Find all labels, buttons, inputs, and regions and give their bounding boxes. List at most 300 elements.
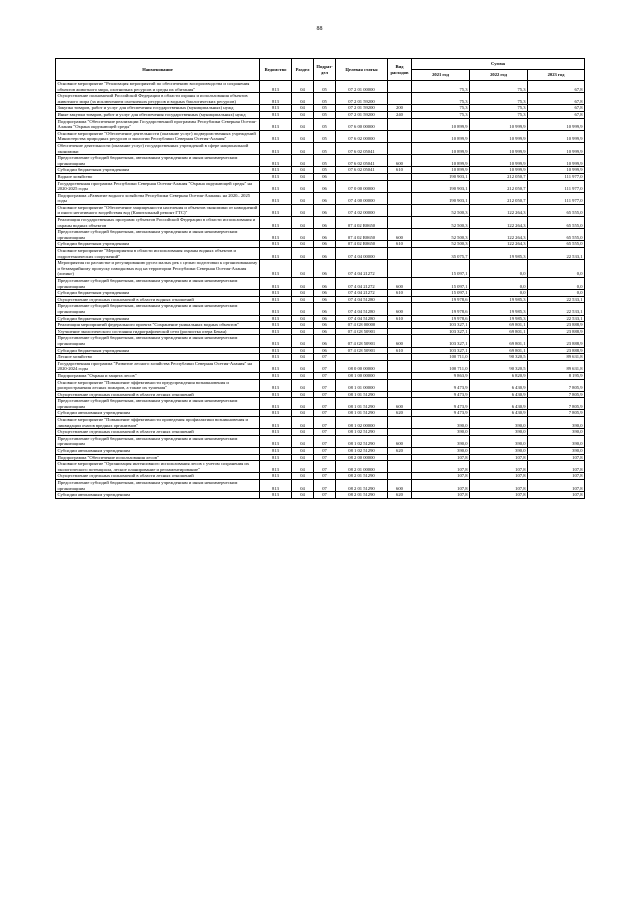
row-name: Предоставление субсидий бюджетным, автономным учреждениям и иным некоммерческим организациям — [56, 229, 260, 241]
row-target: 07 2 01 59200 — [336, 111, 388, 118]
row-target: 07 4 G8 50901 — [336, 347, 388, 354]
row-2022: 69 801,1 — [470, 347, 528, 354]
row-expense — [388, 118, 412, 130]
row-section: 04 — [292, 354, 314, 361]
table-row — [56, 492, 585, 499]
row-target: 07 2 01 59200 — [336, 93, 388, 105]
row-2023: 390,0 — [528, 429, 585, 436]
row-2023: 23 888,9 — [528, 335, 585, 347]
row-ministry: 813 — [260, 241, 292, 248]
row-target: 08 2 01 51290 — [336, 473, 388, 480]
row-2023: 10 999,9 — [528, 142, 585, 154]
row-ministry: 813 — [260, 322, 292, 329]
row-2022: 10 999,9 — [470, 130, 528, 142]
row-ministry: 813 — [260, 105, 292, 112]
row-name: Основное мероприятие "Повышение эффективности проведения профилактики возникновения и ликвидации очагов вредных организмов" — [56, 417, 260, 429]
row-target: 08 1 02 00000 — [336, 417, 388, 429]
row-section: 04 — [292, 303, 314, 315]
row-2023: 10 999,9 — [528, 118, 585, 130]
row-expense — [388, 204, 412, 216]
row-name: Предоставление субсидий бюджетным, автономным учреждениям и иным некоммерческим организациям — [56, 155, 260, 167]
row-target: 07 6 02 05041 — [336, 167, 388, 174]
row-ministry: 813 — [260, 410, 292, 417]
row-subsection: 06 — [314, 303, 336, 315]
row-2021: 75,3 — [412, 111, 470, 118]
row-2022: 107,8 — [470, 480, 528, 492]
row-2021: 19 978,6 — [412, 315, 470, 322]
row-name: Субсидии бюджетным учреждениям — [56, 347, 260, 354]
row-ministry: 813 — [260, 391, 292, 398]
row-expense — [388, 180, 412, 192]
row-expense — [388, 454, 412, 461]
row-section: 04 — [292, 105, 314, 112]
row-2021: 390,0 — [412, 417, 470, 429]
table-row — [56, 379, 585, 391]
table-row — [56, 322, 585, 329]
row-ministry: 813 — [260, 204, 292, 216]
row-name: Предоставление субсидий бюджетным, автономным учреждениям и иным некоммерческим организациям — [56, 435, 260, 447]
row-section: 04 — [292, 241, 314, 248]
row-expense — [388, 93, 412, 105]
row-target: 07 4 02 R0650 — [336, 241, 388, 248]
row-ministry: 813 — [260, 278, 292, 290]
row-2023: 10 999,9 — [528, 167, 585, 174]
row-name: Улучшение экологического состояния гидрографической сети (расчистка озера Бекан) — [56, 328, 260, 335]
row-2021: 107,8 — [412, 480, 470, 492]
row-2022: 6 430,9 — [470, 391, 528, 398]
row-section: 04 — [292, 473, 314, 480]
table-row — [56, 290, 585, 297]
row-2022: 122 264,3 — [470, 229, 528, 241]
row-2022: 107,8 — [470, 454, 528, 461]
row-2023: 7 805,9 — [528, 379, 585, 391]
row-section: 04 — [292, 335, 314, 347]
row-expense — [388, 260, 412, 278]
row-2023: 7 805,9 — [528, 391, 585, 398]
row-section: 04 — [292, 347, 314, 354]
row-section: 04 — [292, 435, 314, 447]
table-header-row — [56, 59, 585, 70]
table-row — [56, 448, 585, 455]
row-ministry: 813 — [260, 379, 292, 391]
row-ministry: 813 — [260, 248, 292, 260]
page-number: 88 — [316, 26, 323, 32]
table-row — [56, 167, 585, 174]
row-name: Предоставление субсидий бюджетным, автономным учреждениям и иным некоммерческим организациям — [56, 278, 260, 290]
row-2022: 90 320,5 — [470, 354, 528, 361]
row-name: Основное мероприятие "Обеспечение защищенности населения и объектов экономики от наводнений и иного негативного воздействия вод (Капитальный ремонт ГТС)" — [56, 204, 260, 216]
row-2021: 107,8 — [412, 454, 470, 461]
row-2021: 190 903,1 — [412, 173, 470, 180]
row-ministry: 813 — [260, 192, 292, 204]
row-2023: 107,8 — [528, 492, 585, 499]
header-section: Раздел — [292, 59, 314, 81]
row-subsection: 07 — [314, 360, 336, 372]
header-ministry: Ведомство — [260, 59, 292, 81]
row-ministry: 813 — [260, 480, 292, 492]
row-section: 04 — [292, 130, 314, 142]
row-2023: 10 999,9 — [528, 130, 585, 142]
row-2021: 52 500,3 — [412, 241, 470, 248]
row-target: 07 4 02 00000 — [336, 204, 388, 216]
row-subsection: 07 — [314, 473, 336, 480]
row-ministry: 813 — [260, 398, 292, 410]
row-subsection: 05 — [314, 93, 336, 105]
row-section: 04 — [292, 360, 314, 372]
row-2022: 69 801,1 — [470, 335, 528, 347]
row-target: 08 2 01 00000 — [336, 461, 388, 473]
table-row — [56, 130, 585, 142]
row-subsection: 05 — [314, 167, 336, 174]
table-row — [56, 417, 585, 429]
row-2023: 23 888,9 — [528, 347, 585, 354]
row-target: 07 4 G8 50901 — [336, 328, 388, 335]
row-section: 04 — [292, 180, 314, 192]
row-2021: 100 711,0 — [412, 354, 470, 361]
row-2023: 65 555,0 — [528, 217, 585, 229]
row-ministry: 813 — [260, 167, 292, 174]
table-row — [56, 155, 585, 167]
row-name: Осуществление отдельных полномочий в области лесных отношений — [56, 429, 260, 436]
row-subsection: 05 — [314, 142, 336, 154]
row-section: 04 — [292, 260, 314, 278]
row-section: 04 — [292, 93, 314, 105]
row-target: 07 4 04 51280 — [336, 303, 388, 315]
row-section: 04 — [292, 248, 314, 260]
row-expense — [388, 391, 412, 398]
row-ministry: 813 — [260, 461, 292, 473]
row-target: 07 6 00 00000 — [336, 118, 388, 130]
row-2022: 75,3 — [470, 111, 528, 118]
row-2021: 75,3 — [412, 105, 470, 112]
row-name: Предоставление субсидий бюджетным, автономным учреждениям и иным некоммерческим организациям — [56, 480, 260, 492]
row-2023: 111 977,0 — [528, 180, 585, 192]
row-section: 04 — [292, 192, 314, 204]
row-expense — [388, 354, 412, 361]
row-name: Государственная программа "Развитие лесного хозяйства Республики Северная Осетия-Алания" на 2020-2024 годы — [56, 360, 260, 372]
row-2022: 75,3 — [470, 81, 528, 93]
row-name: Субсидии бюджетным учреждениям — [56, 167, 260, 174]
row-2021: 75,3 — [412, 81, 470, 93]
row-2021: 390,0 — [412, 448, 470, 455]
header-target: Целевая статья — [336, 59, 388, 81]
row-name: Предоставление субсидий бюджетным, автономным учреждениям и иным некоммерческим организациям — [56, 398, 260, 410]
row-name: Реализация государственных программ субъектов Российской Федерации в области использования и охраны водных объектов — [56, 217, 260, 229]
row-2023: 67,8 — [528, 93, 585, 105]
row-name: Осуществление отдельных полномочий в области лесных отношений — [56, 473, 260, 480]
row-expense — [388, 296, 412, 303]
table-row — [56, 217, 585, 229]
row-2021: 15 097,1 — [412, 290, 470, 297]
row-2022: 75,3 — [470, 93, 528, 105]
row-section: 04 — [292, 322, 314, 329]
row-2022: 19 985,3 — [470, 248, 528, 260]
row-2021: 9 473,9 — [412, 391, 470, 398]
row-subsection: 07 — [314, 492, 336, 499]
row-section: 04 — [292, 118, 314, 130]
row-2021: 10 899,9 — [412, 167, 470, 174]
row-2022: 107,8 — [470, 461, 528, 473]
table-row — [56, 354, 585, 361]
row-subsection: 06 — [314, 229, 336, 241]
row-ministry: 813 — [260, 315, 292, 322]
row-2023: 7 805,9 — [528, 410, 585, 417]
table-row — [56, 180, 585, 192]
row-2021: 10 899,9 — [412, 155, 470, 167]
table-row — [56, 391, 585, 398]
row-ministry: 813 — [260, 296, 292, 303]
row-2023: 390,0 — [528, 435, 585, 447]
row-section: 04 — [292, 454, 314, 461]
row-target: 08 1 02 51290 — [336, 435, 388, 447]
row-target: 08 1 02 51290 — [336, 429, 388, 436]
row-2021: 52 500,3 — [412, 217, 470, 229]
table-row — [56, 335, 585, 347]
row-expense: 200 — [388, 105, 412, 112]
row-ministry: 813 — [260, 217, 292, 229]
row-2023: 10 999,9 — [528, 155, 585, 167]
table-row — [56, 454, 585, 461]
row-subsection: 07 — [314, 372, 336, 379]
row-expense: 240 — [388, 111, 412, 118]
row-2022: 122 264,3 — [470, 241, 528, 248]
budget-table — [55, 58, 585, 499]
row-2021: 15 097,1 — [412, 278, 470, 290]
row-ministry: 813 — [260, 372, 292, 379]
header-sum: Сумма — [412, 59, 585, 70]
row-target: 08 1 01 51290 — [336, 410, 388, 417]
row-expense — [388, 248, 412, 260]
row-ministry: 813 — [260, 328, 292, 335]
row-name: Подпрограмма "Охрана и защита лесов" — [56, 372, 260, 379]
row-subsection: 06 — [314, 335, 336, 347]
row-name: Основное мероприятие "Мероприятия в области использования охраны водных объектов и гидротехнических сооружений" — [56, 248, 260, 260]
row-expense: 610 — [388, 241, 412, 248]
row-subsection: 06 — [314, 241, 336, 248]
row-2021: 10 899,9 — [412, 118, 470, 130]
table-row — [56, 372, 585, 379]
row-subsection: 06 — [314, 204, 336, 216]
row-2023: 22 533,1 — [528, 248, 585, 260]
row-target: 07 6 02 05041 — [336, 155, 388, 167]
row-2023: 0,0 — [528, 278, 585, 290]
row-name: Подпрограмма "Обеспечение использования лесов" — [56, 454, 260, 461]
row-subsection: 06 — [314, 322, 336, 329]
header-2021: 2021 год — [412, 70, 470, 81]
row-name: Обеспечение деятельности (оказание услуг) государственных учреждений в сфере национальной экономики — [56, 142, 260, 154]
table-row — [56, 93, 585, 105]
row-2021: 19 978,6 — [412, 296, 470, 303]
row-2021: 75,3 — [412, 93, 470, 105]
row-target: 08 0 00 00000 — [336, 360, 388, 372]
row-2023: 67,8 — [528, 105, 585, 112]
row-2023: 107,8 — [528, 454, 585, 461]
row-2023: 67,8 — [528, 111, 585, 118]
row-target: 07 4 02 R0650 — [336, 217, 388, 229]
row-2023: 22 533,1 — [528, 303, 585, 315]
row-target: 07 4 04 21272 — [336, 278, 388, 290]
row-target: 08 2 01 51290 — [336, 480, 388, 492]
row-name: Закупка товаров, работ и услуг для обеспечения государственных (муниципальных) нужд — [56, 105, 260, 112]
row-section: 04 — [292, 315, 314, 322]
row-expense — [388, 379, 412, 391]
row-section: 04 — [292, 429, 314, 436]
row-expense — [388, 130, 412, 142]
row-2023: 390,0 — [528, 448, 585, 455]
table-row — [56, 315, 585, 322]
row-2022: 212 050,7 — [470, 180, 528, 192]
row-subsection: 06 — [314, 248, 336, 260]
row-expense: 620 — [388, 492, 412, 499]
row-expense — [388, 372, 412, 379]
row-ministry: 813 — [260, 448, 292, 455]
row-2022: 6 820,9 — [470, 372, 528, 379]
row-target: 07 4 G8 00000 — [336, 322, 388, 329]
row-ministry: 813 — [260, 260, 292, 278]
row-target — [336, 354, 388, 361]
row-name: Предоставление субсидий бюджетным, автономным учреждениям и иным некоммерческим организациям — [56, 335, 260, 347]
row-2022: 6 430,9 — [470, 398, 528, 410]
row-2021: 15 097,1 — [412, 260, 470, 278]
row-2021: 35 075,7 — [412, 248, 470, 260]
row-expense: 620 — [388, 410, 412, 417]
row-2023: 89 631,8 — [528, 360, 585, 372]
row-name: Субсидии бюджетным учреждениям — [56, 241, 260, 248]
row-name: Водное хозяйство — [56, 173, 260, 180]
row-ministry: 813 — [260, 142, 292, 154]
row-2023: 89 631,8 — [528, 354, 585, 361]
row-section: 04 — [292, 111, 314, 118]
row-ministry: 813 — [260, 173, 292, 180]
row-name: Основное мероприятие "Организация интенсивного использования лесов с учетом сохранения их экологического потенциала, лесное планирование и регламентирование" — [56, 461, 260, 473]
row-subsection: 07 — [314, 410, 336, 417]
row-target: 07 6 02 00000 — [336, 130, 388, 142]
row-subsection: 07 — [314, 454, 336, 461]
row-name: Основное мероприятие "Обеспечение деятельности (оказание услуг) подведомственных учреждений Министерства природных ресурсов и экологии Республики Северная Осетия-Алания" — [56, 130, 260, 142]
table-row — [56, 111, 585, 118]
row-2023: 8 195,9 — [528, 372, 585, 379]
row-section: 04 — [292, 173, 314, 180]
row-subsection: 07 — [314, 379, 336, 391]
row-2022: 107,8 — [470, 492, 528, 499]
row-subsection: 06 — [314, 217, 336, 229]
row-2023: 23 888,9 — [528, 322, 585, 329]
row-target — [336, 173, 388, 180]
table-row — [56, 278, 585, 290]
table-row — [56, 398, 585, 410]
row-2021: 10 899,9 — [412, 142, 470, 154]
row-subsection: 07 — [314, 448, 336, 455]
row-expense: 600 — [388, 480, 412, 492]
row-target: 07 4 00 00000 — [336, 192, 388, 204]
row-2022: 10 999,9 — [470, 142, 528, 154]
row-section: 04 — [292, 480, 314, 492]
row-ministry: 813 — [260, 130, 292, 142]
row-ministry: 813 — [260, 180, 292, 192]
row-name: Основное мероприятие "Реализация мероприятий по обеспечению воспроизводства и сохранения объектов животного мира, охотничьих ресурсов и среды их обитания" — [56, 81, 260, 93]
table-row — [56, 296, 585, 303]
row-target: 07 4 04 00000 — [336, 248, 388, 260]
row-ministry: 813 — [260, 118, 292, 130]
row-name: Осуществление отдельных полномочий в области водных отношений — [56, 296, 260, 303]
row-2022: 212 050,7 — [470, 173, 528, 180]
row-target: 08 2 01 51290 — [336, 492, 388, 499]
row-2023: 111 977,0 — [528, 192, 585, 204]
row-section: 04 — [292, 372, 314, 379]
row-expense: 610 — [388, 290, 412, 297]
row-subsection: 07 — [314, 461, 336, 473]
row-2021: 390,0 — [412, 429, 470, 436]
row-name: Лесное хозяйство — [56, 354, 260, 361]
header-name: Наименование — [56, 59, 260, 81]
row-target: 07 4 04 21272 — [336, 290, 388, 297]
row-name: Предоставление субсидий бюджетным, автономным учреждениям и иным некоммерческим организациям — [56, 303, 260, 315]
row-section: 04 — [292, 398, 314, 410]
row-target: 07 6 02 05041 — [336, 142, 388, 154]
row-section: 04 — [292, 296, 314, 303]
row-subsection: 05 — [314, 105, 336, 112]
table-row — [56, 248, 585, 260]
row-2021: 100 711,0 — [412, 360, 470, 372]
row-name: Мероприятия по расчистке и регулированию русел малых рек с целью подготовки к организованному и безаварийному пропуску паводковых вод на территории Республики Северная Осетия-Алания (лизинг) — [56, 260, 260, 278]
row-subsection: 07 — [314, 354, 336, 361]
row-2023: 65 555,0 — [528, 229, 585, 241]
row-subsection: 07 — [314, 417, 336, 429]
row-expense — [388, 461, 412, 473]
row-2023: 390,0 — [528, 417, 585, 429]
row-section: 04 — [292, 229, 314, 241]
row-subsection: 05 — [314, 130, 336, 142]
row-2022: 0,0 — [470, 290, 528, 297]
row-2022: 69 801,1 — [470, 328, 528, 335]
row-target: 07 0 00 00000 — [336, 180, 388, 192]
table-body — [56, 81, 585, 499]
row-expense: 600 — [388, 398, 412, 410]
table-row — [56, 410, 585, 417]
row-subsection: 05 — [314, 118, 336, 130]
row-2022: 75,3 — [470, 105, 528, 112]
row-2021: 52 500,3 — [412, 204, 470, 216]
row-expense: 600 — [388, 229, 412, 241]
row-2023: 7 805,9 — [528, 398, 585, 410]
row-2022: 10 999,9 — [470, 155, 528, 167]
row-target: 08 1 01 51290 — [336, 398, 388, 410]
table-row — [56, 360, 585, 372]
table-row — [56, 435, 585, 447]
header-expense: Вид расходов — [388, 59, 412, 81]
row-2022: 390,0 — [470, 448, 528, 455]
row-2022: 107,8 — [470, 473, 528, 480]
row-expense — [388, 473, 412, 480]
row-ministry: 813 — [260, 454, 292, 461]
row-subsection: 06 — [314, 290, 336, 297]
row-expense — [388, 142, 412, 154]
row-2021: 10 899,9 — [412, 130, 470, 142]
row-subsection: 06 — [314, 173, 336, 180]
row-2022: 6 430,9 — [470, 379, 528, 391]
row-subsection: 07 — [314, 429, 336, 436]
row-2022: 6 430,9 — [470, 410, 528, 417]
row-2022: 19 985,3 — [470, 315, 528, 322]
row-2022: 122 264,3 — [470, 217, 528, 229]
row-name: Субсидии автономным учреждениям — [56, 492, 260, 499]
row-target: 07 4 G8 50901 — [336, 335, 388, 347]
row-ministry: 813 — [260, 492, 292, 499]
row-2023: 65 555,0 — [528, 204, 585, 216]
table-row — [56, 204, 585, 216]
row-2022: 390,0 — [470, 417, 528, 429]
row-target: 07 4 04 21272 — [336, 260, 388, 278]
